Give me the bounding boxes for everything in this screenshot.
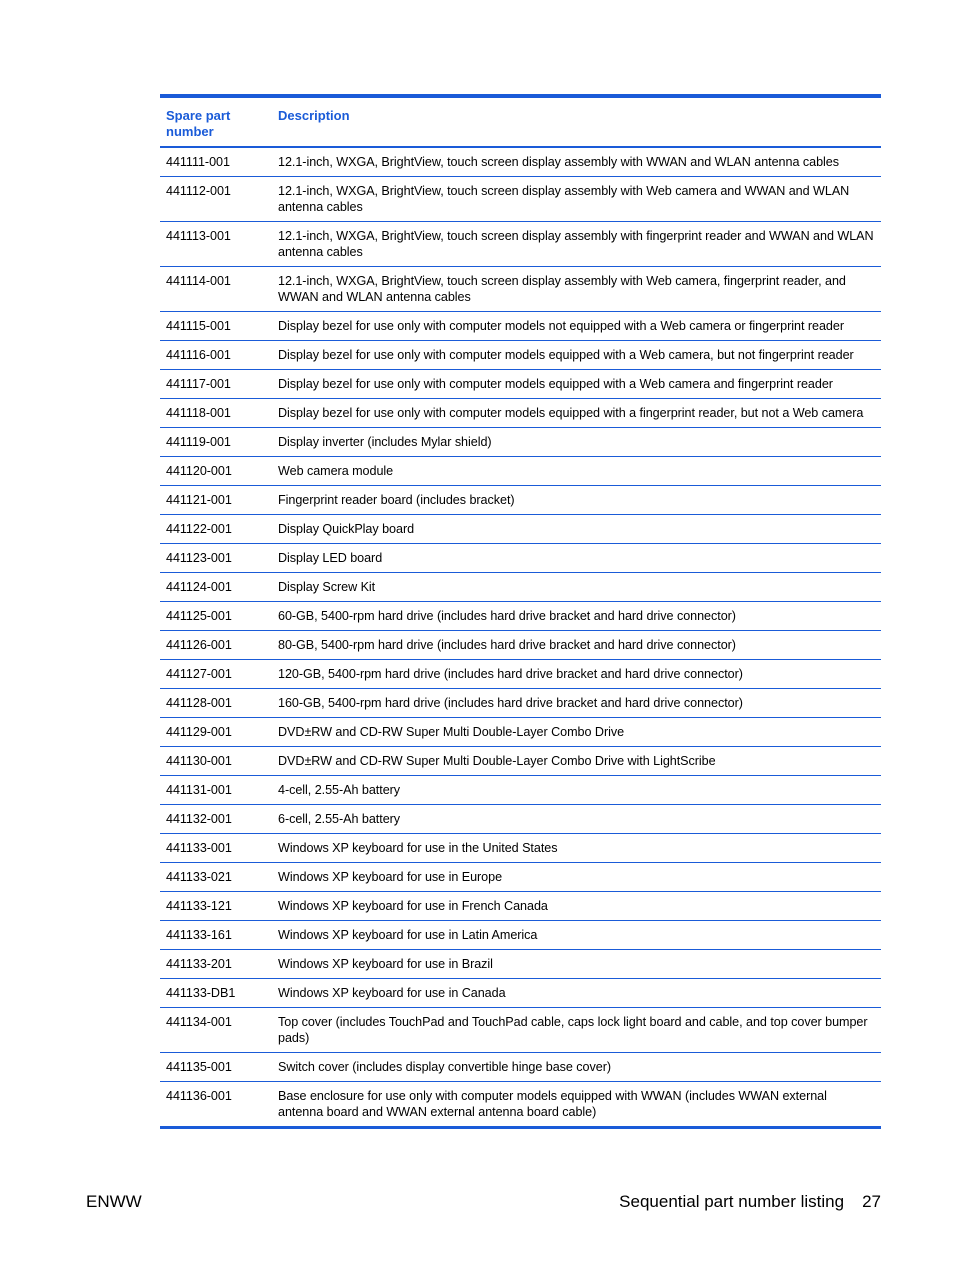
footer-right bbox=[619, 1191, 881, 1213]
table-row bbox=[160, 267, 881, 312]
table-row bbox=[160, 341, 881, 370]
description-cell: 12.1-inch, WXGA, BrightView, touch screen display assembly with Web camera, fingerprint reader, and WWAN and WLAN antenna cables bbox=[272, 267, 881, 312]
footer-page-number: 27 bbox=[862, 1192, 881, 1211]
part-number-cell: 441133-201 bbox=[160, 950, 272, 979]
part-number-cell: 441119-001 bbox=[160, 428, 272, 457]
part-number-cell: 441124-001 bbox=[160, 573, 272, 602]
part-number-cell: 441129-001 bbox=[160, 718, 272, 747]
part-number-cell: 441117-001 bbox=[160, 370, 272, 399]
table-row bbox=[160, 602, 881, 631]
description-cell: Display QuickPlay board bbox=[272, 515, 881, 544]
table-header-row bbox=[160, 98, 881, 147]
description-cell: 160-GB, 5400-rpm hard drive (includes hard drive bracket and hard drive connector) bbox=[272, 689, 881, 718]
table-body bbox=[160, 147, 881, 1126]
part-number-cell: 441122-001 bbox=[160, 515, 272, 544]
part-number-cell: 441125-001 bbox=[160, 602, 272, 631]
part-number-cell: 441116-001 bbox=[160, 341, 272, 370]
part-number-cell: 441136-001 bbox=[166, 1089, 232, 1103]
description-cell: 12.1-inch, WXGA, BrightView, touch screen display assembly with fingerprint reader and WWAN and WLAN antenna cables bbox=[272, 222, 881, 267]
part-number-cell: 441133-121 bbox=[160, 892, 272, 921]
description-cell: 4-cell, 2.55-Ah battery bbox=[272, 776, 881, 805]
table-row bbox=[160, 486, 881, 515]
part-number-cell: 441115-001 bbox=[160, 312, 272, 341]
description-cell: Windows XP keyboard for use in Latin America bbox=[272, 921, 881, 950]
description-cell: Display LED board bbox=[272, 544, 881, 573]
table-row bbox=[160, 222, 881, 267]
table-row bbox=[160, 1082, 881, 1127]
table-row bbox=[160, 776, 881, 805]
table-row bbox=[160, 718, 881, 747]
footer-section-title: Sequential part number listing bbox=[619, 1192, 845, 1211]
description-cell: Windows XP keyboard for use in Europe bbox=[272, 863, 881, 892]
part-number-cell: 441131-001 bbox=[160, 776, 272, 805]
part-number-cell: 441120-001 bbox=[160, 457, 272, 486]
description-cell: Display inverter (includes Mylar shield) bbox=[272, 428, 881, 457]
part-number-cell: 441135-001 bbox=[160, 1053, 272, 1082]
description-cell: 6-cell, 2.55-Ah battery bbox=[272, 805, 881, 834]
description-cell: DVD±RW and CD-RW Super Multi Double-Layer Combo Drive with LightScribe bbox=[272, 747, 881, 776]
part-number-cell: 441118-001 bbox=[160, 399, 272, 428]
table-row bbox=[160, 979, 881, 1008]
table-row bbox=[160, 660, 881, 689]
table-row bbox=[160, 399, 881, 428]
part-number-cell: 441113-001 bbox=[160, 222, 272, 267]
table-row bbox=[160, 515, 881, 544]
description-cell: Web camera module bbox=[272, 457, 881, 486]
table-row bbox=[160, 147, 881, 177]
table-row bbox=[160, 950, 881, 979]
table-row bbox=[160, 457, 881, 486]
description-cell: Top cover (includes TouchPad and TouchPad cable, caps lock light board and cable, and top cover bumper pads) bbox=[272, 1008, 881, 1053]
part-number-cell: 441127-001 bbox=[160, 660, 272, 689]
description-cell: Display bezel for use only with computer models not equipped with a Web camera or fingerprint reader bbox=[272, 312, 881, 341]
part-number-cell: 441126-001 bbox=[160, 631, 272, 660]
table-row bbox=[160, 834, 881, 863]
description-cell: 12.1-inch, WXGA, BrightView, touch screen display assembly with WWAN and WLAN antenna cables bbox=[272, 147, 881, 177]
table-row bbox=[160, 631, 881, 660]
part-number-cell: 441133-021 bbox=[160, 863, 272, 892]
description-cell: 80-GB, 5400-rpm hard drive (includes hard drive bracket and hard drive connector) bbox=[272, 631, 881, 660]
table-row bbox=[160, 370, 881, 399]
description-cell: Windows XP keyboard for use in the United States bbox=[272, 834, 881, 863]
table-row bbox=[160, 892, 881, 921]
table-row bbox=[160, 863, 881, 892]
part-number-cell: 441123-001 bbox=[160, 544, 272, 573]
table-row bbox=[160, 177, 881, 222]
description-cell: Display bezel for use only with computer models equipped with a Web camera, but not fingerprint reader bbox=[272, 341, 881, 370]
parts-table-container bbox=[160, 94, 881, 1129]
part-number-cell: 441130-001 bbox=[160, 747, 272, 776]
part-number-cell: 441133-161 bbox=[160, 921, 272, 950]
part-number-cell: 441133-DB1 bbox=[160, 979, 272, 1008]
part-number-cell: 441128-001 bbox=[160, 689, 272, 718]
description-cell: 60-GB, 5400-rpm hard drive (includes hard drive bracket and hard drive connector) bbox=[272, 602, 881, 631]
table-row bbox=[160, 747, 881, 776]
table-row bbox=[160, 1008, 881, 1053]
description-cell: Switch cover (includes display convertible hinge base cover) bbox=[272, 1053, 881, 1082]
part-number-cell: 441112-001 bbox=[160, 177, 272, 222]
table-row bbox=[160, 573, 881, 602]
parts-table bbox=[160, 98, 881, 1126]
description-cell: DVD±RW and CD-RW Super Multi Double-Layer Combo Drive bbox=[272, 718, 881, 747]
footer-doc-code: ENWW bbox=[86, 1192, 142, 1211]
description-cell: Display Screw Kit bbox=[272, 573, 881, 602]
header-spare-part-number: Spare part number bbox=[160, 98, 272, 147]
header-description: Description bbox=[272, 98, 881, 147]
description-cell: Windows XP keyboard for use in Canada bbox=[272, 979, 881, 1008]
part-number-cell: 441114-001 bbox=[160, 267, 272, 312]
description-cell: Windows XP keyboard for use in French Canada bbox=[272, 892, 881, 921]
table-row bbox=[160, 428, 881, 457]
table-row bbox=[160, 312, 881, 341]
table-bottom-rule bbox=[160, 1126, 881, 1129]
part-number-cell: 441133-001 bbox=[160, 834, 272, 863]
table-row bbox=[160, 1053, 881, 1082]
part-number-cell: 441132-001 bbox=[160, 805, 272, 834]
part-number-cell: 441111-001 bbox=[160, 147, 272, 177]
table-row bbox=[160, 689, 881, 718]
description-cell: 12.1-inch, WXGA, BrightView, touch screen display assembly with Web camera and WWAN and WLAN antenna cables bbox=[272, 177, 881, 222]
table-row bbox=[160, 544, 881, 573]
description-cell: Display bezel for use only with computer models equipped with a Web camera and fingerprint reader bbox=[272, 370, 881, 399]
table-row bbox=[160, 805, 881, 834]
description-cell: Fingerprint reader board (includes bracket) bbox=[272, 486, 881, 515]
part-number-cell: 441121-001 bbox=[160, 486, 272, 515]
part-number-cell: 441134-001 bbox=[160, 1008, 272, 1053]
table-row bbox=[160, 921, 881, 950]
description-cell: Windows XP keyboard for use in Brazil bbox=[272, 950, 881, 979]
description-cell: Display bezel for use only with computer models equipped with a fingerprint reader, but not a Web camera bbox=[272, 399, 881, 428]
description-cell: Base enclosure for use only with computer models equipped with WWAN (includes WWAN external antenna board and WWAN external antenna board cable) bbox=[278, 1089, 827, 1119]
description-cell: 120-GB, 5400-rpm hard drive (includes hard drive bracket and hard drive connector) bbox=[272, 660, 881, 689]
